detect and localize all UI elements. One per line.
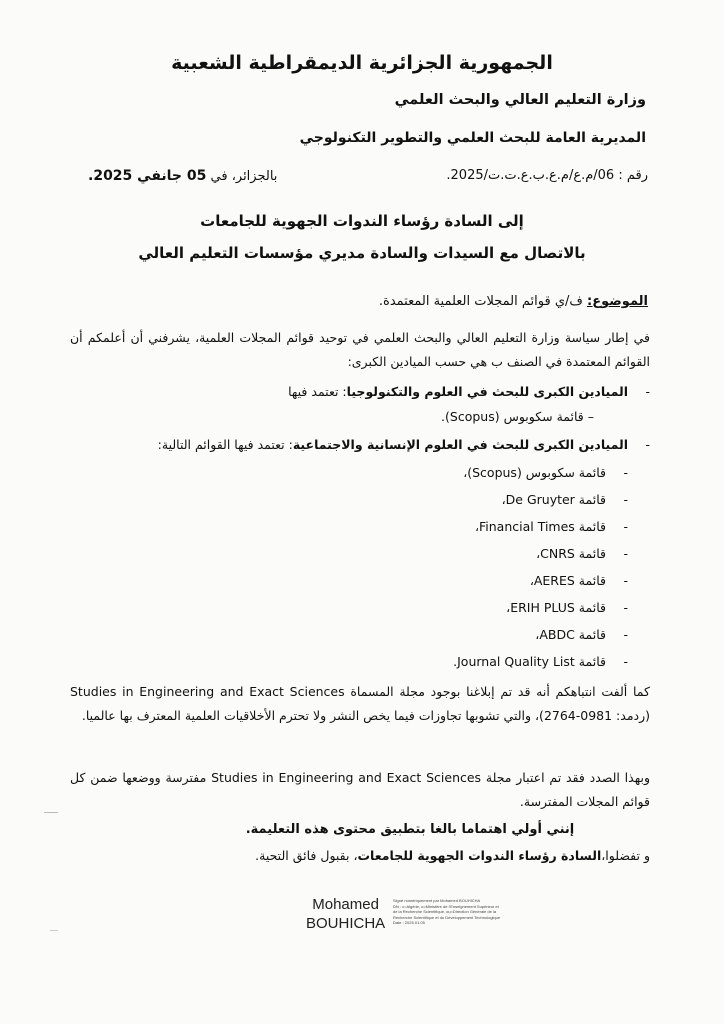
closing-recipients: السادة رؤساء الندوات الجهوية للجامعات: [357, 848, 602, 863]
recipient-line-2: بالاتصال مع السيدات والسادة مديري مؤسسات التعليم العالي: [138, 244, 586, 262]
intro-paragraph: في إطار سياسة وزارة التعليم العالي والبحث العلمي في توحيد قوائم المجلات العلمية، يشرفني أن أعلمكم أن القوائم المعتمدة في الصنف ب هي حسب الميادين الكبرى:: [70, 330, 650, 369]
subject-text: ف/ي قوائم المجلات العلمية المعتمدة.: [378, 294, 583, 309]
list-item: - قائمة Journal Quality List.: [453, 654, 628, 669]
republic-title: الجمهورية الجزائرية الديمقراطية الشعبية: [171, 52, 553, 74]
reference-number: رقم : 06/م.ع/م.ع.ب.ع.ت.ت/2025.: [446, 168, 648, 183]
domain-science-tech: [288, 384, 650, 399]
closing-line: [255, 848, 650, 863]
directorate-name: المديرية العامة للبحث العلمي والتطوير التكنولوجي: [299, 130, 646, 146]
date-prefix: بالجزائر، في: [210, 169, 278, 184]
domain1-title: الميادين الكبرى للبحث في العلوم والتكنولوجيا: [346, 384, 628, 399]
issue-date: [88, 168, 277, 184]
date-value: 05 جانفي 2025.: [88, 168, 207, 184]
signature-name: [306, 895, 385, 933]
bullet-dash: -: [645, 384, 650, 399]
signature-last-name: BOUHICHA: [306, 915, 386, 932]
domain1-item: – قائمة سكوبوس (Scopus).: [441, 409, 594, 424]
subject-line: [379, 294, 648, 309]
signature-first-name: Mohamed: [312, 896, 379, 913]
list-item: - قائمة سكوبوس (Scopus)،: [463, 465, 628, 480]
list-item: - قائمة Financial Times،: [474, 519, 628, 534]
list-item: - قائمة ABDC،: [535, 627, 628, 642]
signature-meta-line: Signé numériquement par Mohamed BOUHICHA: [393, 898, 481, 903]
domain2-title: الميادين الكبرى للبحث في العلوم الإنسانية والاجتماعية: [292, 437, 628, 452]
domain1-suffix: : تعتمد فيها: [288, 384, 347, 399]
signature-meta-line: Date : 2025.01.05: [393, 920, 425, 925]
closing-prefix: و تفضلوا،: [601, 848, 650, 863]
list-item: - قائمة ERIH PLUS،: [506, 600, 628, 615]
scan-artifact: [44, 812, 58, 813]
signature-meta-line: DN : c=Algérie, o=Ministère de l'Enseignement Supérieur et de la Recherche Scientifique, ou=Direction Générale de la Recherche Scientifique et du Développement Technologique: [393, 903, 501, 920]
domain-humanities: [157, 437, 650, 452]
emphasis-line: إنني أولي اهتماما بالغا بتطبيق محتوى هذه التعليمة.: [245, 822, 575, 837]
decision-paragraph: وبهذا الصدد فقد تم اعتبار مجلة Studies in Engineering and Exact Sciences مفترسة ووضعها ضمن كل قوائم المجلات المفترسة.: [70, 770, 650, 809]
list-item: - قائمة De Gruyter،: [501, 492, 628, 507]
warning-paragraph: كما ألفت انتباهكم أنه قد تم إبلاغنا بوجود مجلة المسماة Studies in Engineering and Exact Sciences (ردمد: 0981-2764)، والتي تشوبها تجاوزات فيما يخص النشر ولا تحترم الأخلاقيات العلمية المعترف بها عالميا.: [70, 684, 650, 723]
domain2-suffix: : تعتمد فيها القوائم التالية:: [157, 437, 293, 452]
scan-artifact: [50, 930, 58, 931]
list-item: - قائمة CNRS،: [536, 546, 628, 561]
bullet-dash: -: [645, 437, 650, 452]
closing-suffix: ، بقبول فائق التحية.: [255, 848, 358, 863]
reference-line: [88, 168, 648, 184]
digital-signature-details: [393, 898, 503, 926]
list-item: - قائمة AERES،: [529, 573, 628, 588]
ministry-name: وزارة التعليم العالي والبحث العلمي: [394, 92, 646, 108]
subject-label: الموضوع:: [587, 294, 648, 309]
recipient-line-1: إلى السادة رؤساء الندوات الجهوية للجامعات: [200, 212, 524, 230]
